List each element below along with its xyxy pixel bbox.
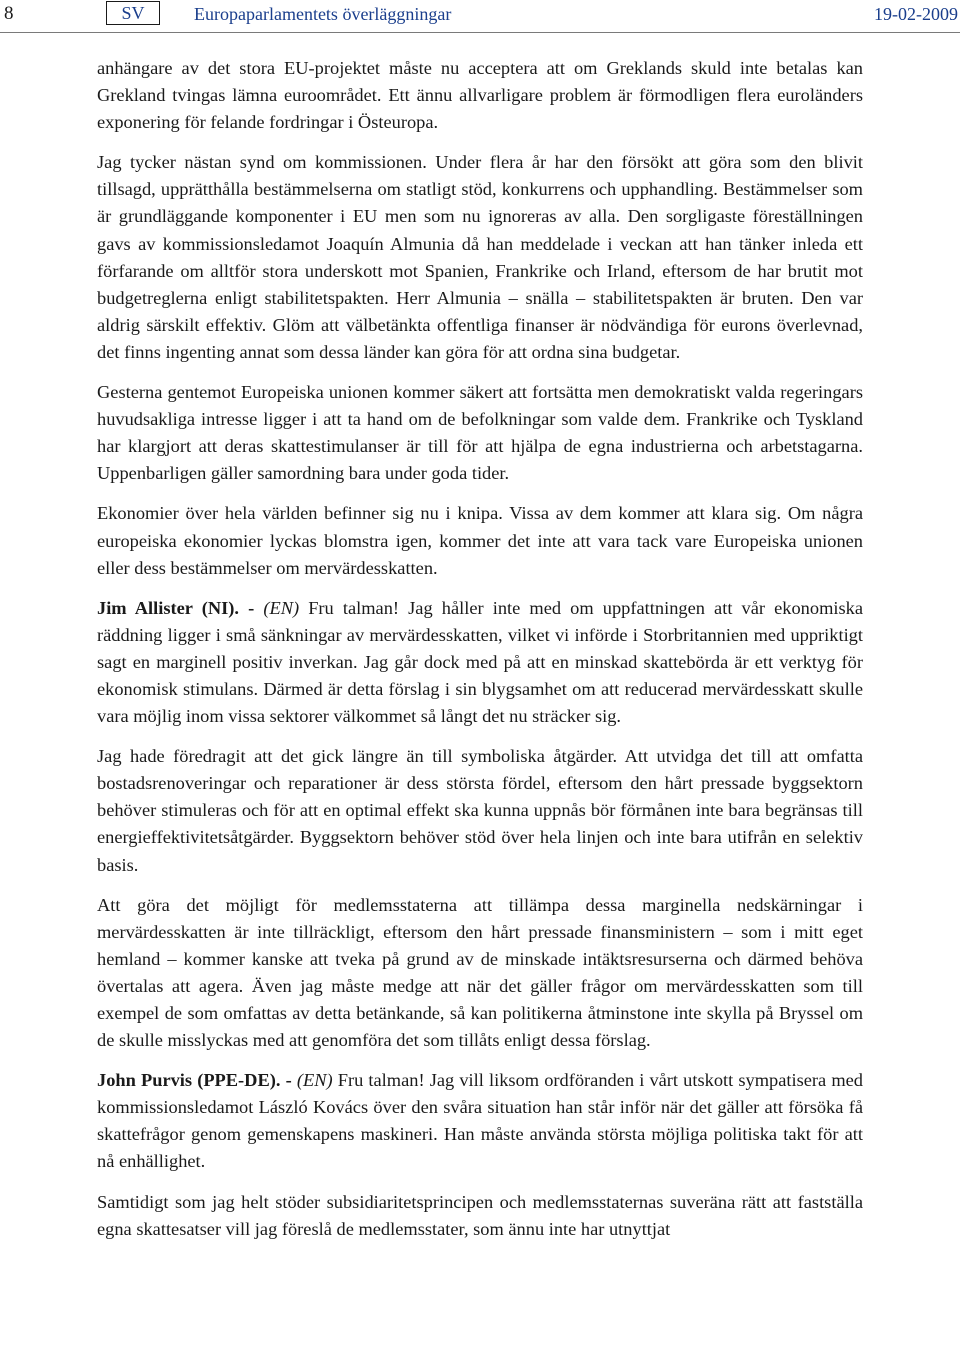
- language-tag: (EN): [263, 597, 300, 618]
- page-number: 8: [4, 3, 14, 24]
- document-title: Europaparlamentets överläggningar: [194, 4, 452, 24]
- paragraph-7: Att göra det möjligt för medlemsstaterna att tillämpa dessa marginella nedskärningar i mervärdesskatten är inte tillräckligt, eftersom den hårt pressade finansministern – som i mitt eget hemland – kommer kanske att tveka på grund av de minskade intäktsresurserna och därmed behöva övertalas att agera. Även jag måste medge att när det gäller frågor om mervärdesskatten som till exempel de som omfattas av detta betänkande, så kan politikerna åtminstone inte skylla på Bryssel om de skulle misslyckas med att genomföra det som tillåts enligt dessa förslag.: [97, 894, 863, 1051]
- language-badge: SV: [106, 1, 160, 25]
- speech-allister: [97, 595, 863, 730]
- speech-purvis: [97, 1067, 863, 1175]
- speech-text: Fru talman! Jag håller inte med om uppfattningen att vår ekonomiska räddning ligger i små sänkningar av mervärdesskatten, vilket vi införde i Storbritannien med uppriktigt sagt en marginell positiv inverkan. Jag går dock med på att en minskad skattebörda är ett verktyg för ekonomisk stimulans. Därmed är detta förslag i sin blygsamhet om att reducerad mervärdesskatt skulle vara möjlig inom vissa sektorer välkommet så långt det nu sträcker sig.: [97, 597, 863, 727]
- page-header: [0, 0, 960, 33]
- paragraph-3: Gesterna gentemot Europeiska unionen kommer säkert att fortsätta men demokratiskt valda regeringars huvudsakliga intresse ligger i att ta hand om de befolkningar som valde dem. Frankrike och Tyskland har klargjort att deras skattestimulanser är till för att hjälpa de egna industrierna och arbetstagarna. Uppenbarligen gäller samordning bara under goda tider.: [97, 382, 863, 484]
- paragraph-2: Jag tycker nästan synd om kommissionen. Under flera år har den försökt att göra som den blivit tillsagd, upprätthålla bestämmelserna om statligt stöd, konkurrens och upphandling. Bestämmelser som är grundläggande komponenter i EU men som nu ignoreras av alla. Den sorgligaste föreställningen gavs av kommissionsledamot Joaquín Almunia då han meddelade i veckan att han tänker inleda ett förfarande om alltför stora underskott mot Spanien, Frankrike och Irland, eftersom de har brutit mot budgetreglerna enligt stabilitetspakten. Herr Almunia – snälla – stabilitetspakten är bruten. Den var aldrig särskilt effektiv. Glöm att välbetänkta offentliga finanser är nödvändiga för eurons överlevnad, det finns ingenting annat som dessa länder kan göra för att ordna sina budgetar.: [97, 152, 863, 362]
- paragraph-4: Ekonomier över hela världen befinner sig nu i knipa. Vissa av dem kommer att klara sig. Om några europeiska ekonomier lyckas blomstra igen, kommer det inte att vara tack vare Europeiska unionen eller dess bestämmelser om mervärdesskatten.: [97, 503, 863, 578]
- paragraph-9: Samtidigt som jag helt stöder subsidiaritetsprincipen och medlemsstaternas suveräna rätt att fastställa egna skattesatser vill jag föreslå de medlemsstater, som ännu inte har utnyttjat: [97, 1191, 863, 1239]
- speech-text: Fru talman! Jag vill liksom ordföranden i vårt utskott sympatisera med kommissionsledamot László Kovács över den svåra situation han står inför när det gäller att försöka få skattefrågor genom gemenskapens maskineri. Han måste använda största möjliga politiska takt för att nå enhällighet.: [97, 1070, 864, 1172]
- language-tag: (EN): [296, 1070, 333, 1091]
- document-body: [97, 55, 863, 1243]
- document-date: 19-02-2009: [874, 4, 958, 24]
- speaker-name: Jim Allister (NI). -: [97, 597, 264, 618]
- paragraph-1: anhängare av det stora EU-projektet måste nu acceptera att om Greklands skuld inte betalas kan Grekland tvingas lämna euroområdet. Ett ännu allvarligare problem är förmodligen flera euroländers exponering för felande fordringar i Östeuropa.: [97, 58, 863, 133]
- paragraph-6: Jag hade föredragit att det gick längre än till symboliska åtgärder. Att utvidga det till att omfatta bostadsrenoveringar och reparationer är dess största fördel, eftersom den hårt pressade byggsektorn behöver stimuleras och för att en optimal effekt ska kunna uppnås bör förmånen inte bara begränsas till energieffektivitetsåtgärder. Byggsektorn behöver stöd över hela linjen och inte bara utifrån en selektiv basis.: [97, 746, 863, 875]
- speaker-name: John Purvis (PPE-DE). -: [97, 1070, 297, 1091]
